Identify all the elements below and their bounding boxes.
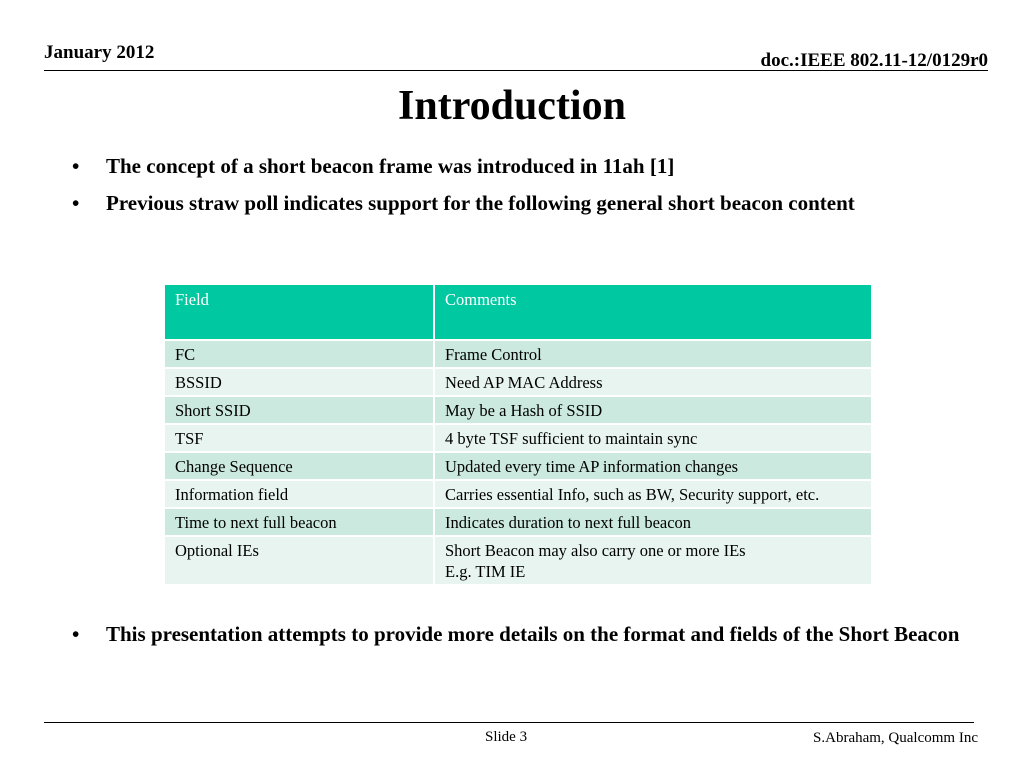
column-header-field: Field xyxy=(164,284,434,340)
bullet-item xyxy=(72,188,962,219)
header-date: January 2012 xyxy=(44,42,155,63)
field-cell: Change Sequence xyxy=(164,452,434,480)
comment-line: Short Beacon may also carry one or more IEs xyxy=(445,541,746,560)
comment-cell: May be a Hash of SSID xyxy=(434,396,872,424)
comment-cell: Frame Control xyxy=(434,340,872,368)
comment-cell: Indicates duration to next full beacon xyxy=(434,508,872,536)
field-cell: Short SSID xyxy=(164,396,434,424)
bullet-dot: • xyxy=(72,154,80,178)
footer-author: S.Abraham, Qualcomm Inc xyxy=(813,730,978,746)
field-cell: FC xyxy=(164,340,434,368)
field-cell: Information field xyxy=(164,480,434,508)
footer-divider xyxy=(44,722,974,723)
field-cell: TSF xyxy=(164,424,434,452)
comment-cell: Carries essential Info, such as BW, Security support, etc. xyxy=(434,480,872,508)
table-row xyxy=(164,452,872,480)
comment-cell: 4 byte TSF sufficient to maintain sync xyxy=(434,424,872,452)
table-row xyxy=(164,424,872,452)
comment-cell: Updated every time AP information changes xyxy=(434,452,872,480)
field-cell: Time to next full beacon xyxy=(164,508,434,536)
field-cell: Optional IEs xyxy=(164,536,434,585)
bullet-dot: • xyxy=(72,622,80,646)
column-header-comments: Comments xyxy=(434,284,872,340)
table-row xyxy=(164,480,872,508)
table-row xyxy=(164,396,872,424)
table-row xyxy=(164,536,872,585)
comment-cell xyxy=(434,536,872,585)
table-row xyxy=(164,368,872,396)
table-row xyxy=(164,508,872,536)
slide-title: Introduction xyxy=(398,83,626,129)
bullet-text: This presentation attempts to provide more details on the format and fields of the Short Beacon xyxy=(106,622,960,646)
comment-line: E.g. TIM IE xyxy=(445,562,526,581)
comment-cell: Need AP MAC Address xyxy=(434,368,872,396)
header-divider xyxy=(44,70,988,71)
bullet-item xyxy=(72,619,962,650)
bullet-dot: • xyxy=(72,191,80,215)
table-header-row xyxy=(164,284,872,340)
bullet-item xyxy=(72,151,962,182)
table-row xyxy=(164,340,872,368)
field-cell: BSSID xyxy=(164,368,434,396)
bullet-list-bottom xyxy=(72,619,962,656)
bullet-text: The concept of a short beacon frame was introduced in 11ah [1] xyxy=(106,154,675,178)
header-doc-id: doc.:IEEE 802.11-12/0129r0 xyxy=(760,50,988,71)
bullet-text: Previous straw poll indicates support for the following general short beacon content xyxy=(106,191,855,215)
slide-number: Slide 3 xyxy=(485,729,528,745)
short-beacon-fields-table xyxy=(163,283,873,586)
bullet-list-top xyxy=(72,151,962,225)
